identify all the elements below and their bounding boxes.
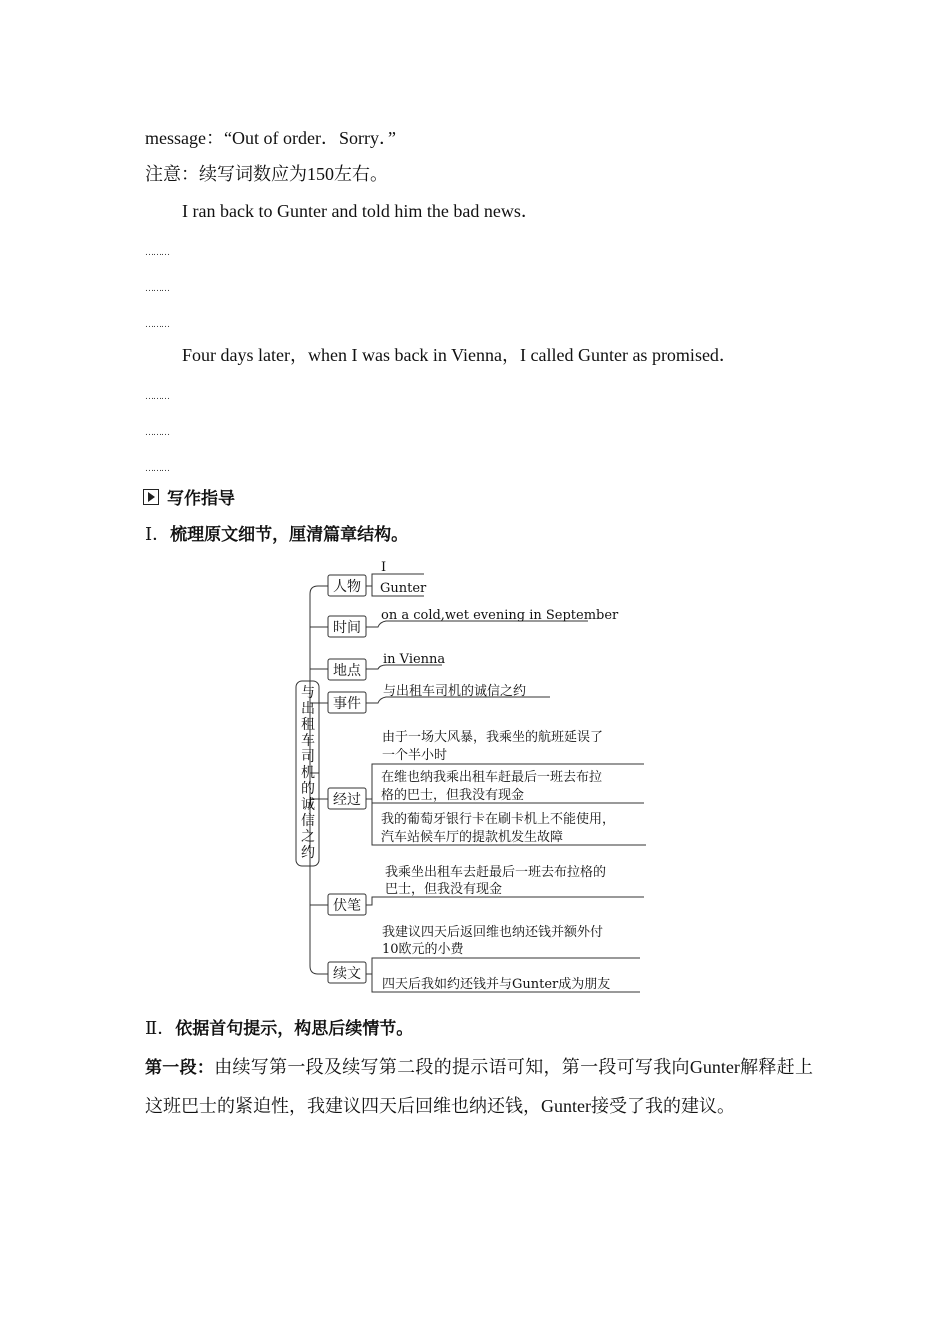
writing-line: ……… bbox=[145, 427, 169, 437]
branch-label: 人物 bbox=[333, 579, 361, 595]
writing-line: ……… bbox=[145, 391, 169, 401]
root-char: 租 bbox=[301, 717, 315, 733]
branch-item: 我乘坐出租车去赶最后一班去布拉格的 bbox=[385, 865, 607, 880]
branch-item: Gunter bbox=[380, 581, 427, 596]
root-char: 与 bbox=[301, 685, 315, 701]
paragraph-text: 由续写第一段及续写第二段的提示语可知，第一段可写我向Gunter解释赶上这班巴士的紧迫性，我建议四天后回维也纳还钱，Gunter接受了我的建议。 bbox=[145, 1057, 814, 1116]
paragraph1-start: I ran back to Gunter and told him the bad news． bbox=[182, 201, 539, 221]
paragraph-label: 第一段： bbox=[145, 1058, 215, 1078]
branch-item: in Vienna bbox=[383, 652, 446, 667]
branch-item: on a cold,wet evening in September bbox=[381, 608, 619, 623]
paragraph-guide bbox=[145, 1048, 813, 1125]
writing-line: ……… bbox=[145, 247, 169, 257]
root-char: 约 bbox=[301, 845, 315, 861]
writing-line: ……… bbox=[145, 319, 169, 329]
root-char: 信 bbox=[301, 813, 315, 829]
root-char: 之 bbox=[301, 829, 315, 845]
branch-label: 事件 bbox=[333, 696, 361, 712]
section-2-title bbox=[145, 1016, 413, 1041]
root-char: 的 bbox=[301, 781, 315, 797]
branch-item: 汽车站候车厅的提款机发生故障 bbox=[381, 830, 564, 845]
root-char: 诚 bbox=[301, 797, 315, 813]
branch-item: 我的葡萄牙银行卡在刷卡机上不能使用， bbox=[381, 812, 616, 827]
message-line: message：“Out of order．Sorry．” bbox=[145, 128, 396, 148]
root-char: 车 bbox=[301, 733, 315, 749]
branch-label: 续文 bbox=[333, 966, 361, 982]
section-title: 依据首句提示，构思后续情节。 bbox=[175, 1019, 414, 1039]
branch-item: 与出租车司机的诚信之约 bbox=[383, 684, 527, 699]
branch-item: 由于一场大风暴，我乘坐的航班延误了 bbox=[382, 730, 604, 745]
branch-item: 格的巴士，但我没有现金 bbox=[381, 788, 525, 803]
section-number: Ⅱ． bbox=[145, 1018, 176, 1038]
branch-item: I bbox=[381, 560, 387, 575]
branch-item: 10欧元的小费 bbox=[382, 942, 464, 957]
branch-item: 四天后我如约还钱并与Gunter成为朋友 bbox=[382, 977, 611, 992]
branch-label: 地点 bbox=[333, 663, 361, 679]
heading-label: 写作指导 bbox=[167, 489, 235, 509]
root-char: 机 bbox=[301, 765, 315, 781]
writing-line: ……… bbox=[145, 463, 169, 473]
note-line: 注意：续写词数应为150左右。 bbox=[145, 164, 388, 184]
branch-item: 在维也纳我乘出租车赶最后一班去布拉 bbox=[381, 770, 603, 785]
root-char: 司 bbox=[301, 749, 315, 765]
section-title: 梳理原文细节，厘清篇章结构。 bbox=[170, 525, 409, 545]
section-number: Ⅰ． bbox=[145, 524, 171, 544]
branch-label: 伏笔 bbox=[333, 898, 361, 914]
branch-label: 时间 bbox=[333, 620, 361, 636]
root-char: 出 bbox=[301, 701, 315, 717]
writing-line: ……… bbox=[145, 283, 169, 293]
paragraph2-start: Four days later，when I was back in Vienna，I called Gunter as promised． bbox=[182, 345, 737, 365]
branch-item: 一个半小时 bbox=[382, 748, 448, 763]
branch-item: 我建议四天后返回维也纳还钱并额外付 bbox=[382, 925, 604, 940]
branch-label: 经过 bbox=[333, 792, 361, 808]
branch-item: 巴士，但我没有现金 bbox=[385, 882, 503, 897]
